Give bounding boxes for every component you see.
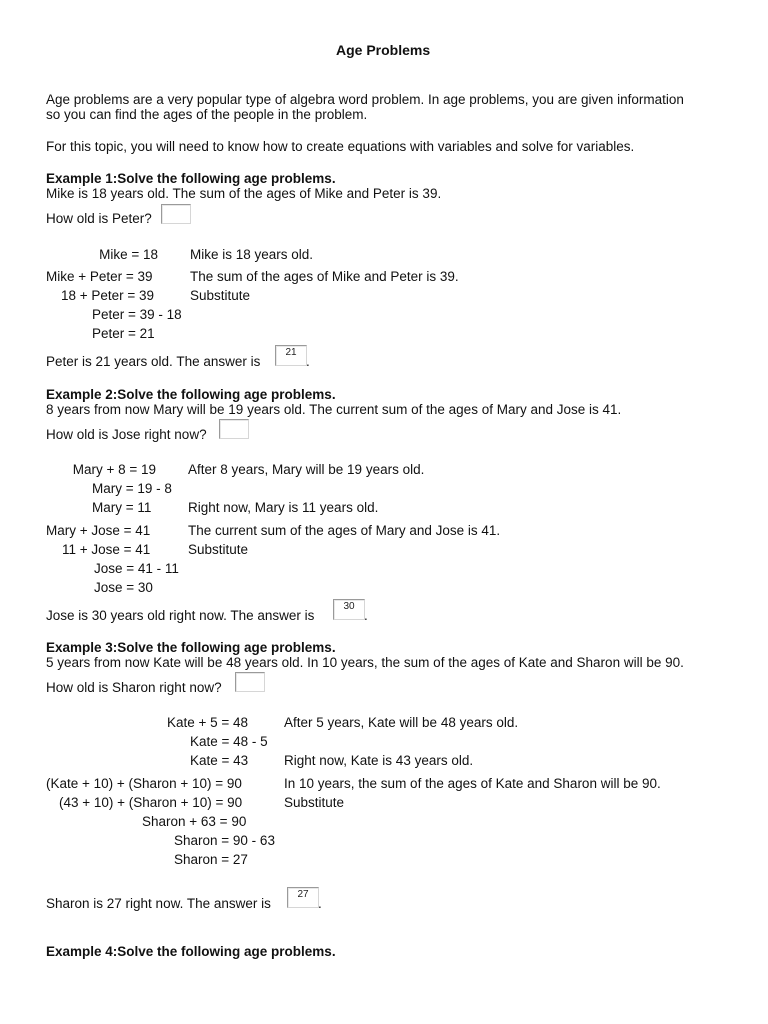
- example-1-step-4-eq: Peter = 39 - 18: [92, 307, 182, 322]
- example-1-step-3-eq: 18 + Peter = 39: [61, 288, 155, 303]
- example-2-step-5-eq: 11 + Jose = 41: [62, 542, 151, 557]
- example-3-step-7-eq: Sharon = 90 - 63: [174, 833, 275, 848]
- example-2-step-3-note: Right now, Mary is 11 years old.: [188, 500, 379, 515]
- example-3-period: .: [318, 896, 322, 911]
- example-3-step-5-note: Substitute: [284, 795, 345, 810]
- example-2-question: How old is Jose right now?: [46, 427, 207, 442]
- example-3-step-3-note: Right now, Kate is 43 years old.: [284, 753, 474, 768]
- example-1-step-1-eq: Mike = 18: [99, 247, 158, 262]
- example-3-heading: Example 3:Solve the following age problems.: [46, 640, 336, 655]
- example-1-step-3-note: Substitute: [190, 288, 251, 303]
- example-3-step-4-note: In 10 years, the sum of the ages of Kate and Sharon will be 90.: [284, 776, 661, 791]
- example-1-step-2-eq: Mike + Peter = 39: [46, 269, 153, 284]
- example-1-heading: Example 1:Solve the following age problems.: [46, 171, 336, 186]
- example-2-step-6-eq: Jose = 41 - 11: [94, 561, 179, 576]
- example-3-step-3-eq: Kate = 43: [190, 753, 249, 768]
- example-3-step-6-eq: Sharon + 63 = 90: [142, 814, 247, 829]
- example-3-step-4-eq: (Kate + 10) + (Sharon + 10) = 90: [46, 776, 242, 791]
- example-2-step-5-note: Substitute: [188, 542, 249, 557]
- example-1-conclusion: Peter is 21 years old. The answer is: [46, 354, 261, 369]
- example-2-step-1-note: After 8 years, Mary will be 19 years old.: [188, 462, 425, 477]
- example-2-heading: Example 2:Solve the following age problems.: [46, 387, 336, 402]
- example-3-step-8-eq: Sharon = 27: [174, 852, 248, 867]
- example-3-step-1-note: After 5 years, Kate will be 48 years old.: [284, 715, 519, 730]
- example-3-step-5-eq: (43 + 10) + (Sharon + 10) = 90: [59, 795, 243, 810]
- example-2-step-4-eq: Mary + Jose = 41: [46, 523, 151, 538]
- example-3-answer-box: 27: [287, 887, 319, 908]
- example-1-answer-input[interactable]: [161, 204, 191, 224]
- example-1-step-2-note: The sum of the ages of Mike and Peter is 39.: [190, 269, 459, 284]
- example-2-answer-input[interactable]: [219, 419, 249, 439]
- page-title: Age Problems: [336, 42, 431, 58]
- example-4-heading: Example 4:Solve the following age problems.: [46, 944, 336, 959]
- example-2-statement: 8 years from now Mary will be 19 years old. The current sum of the ages of Mary and Jose is 41.: [46, 402, 622, 417]
- example-1-step-5-eq: Peter = 21: [92, 326, 155, 341]
- example-3-question: How old is Sharon right now?: [46, 680, 222, 695]
- example-2-period: .: [364, 608, 368, 623]
- example-2-answer-box: 30: [333, 599, 365, 620]
- example-3-conclusion: Sharon is 27 right now. The answer is: [46, 896, 271, 911]
- example-3-step-1-eq: Kate + 5 = 48: [167, 715, 249, 730]
- example-3-step-2-eq: Kate = 48 - 5: [190, 734, 268, 749]
- example-1-question: How old is Peter?: [46, 211, 152, 226]
- example-2-step-3-eq: Mary = 11: [92, 500, 152, 515]
- intro-paragraph-2: For this topic, you will need to know how to create equations with variables and solve for variables.: [46, 139, 635, 154]
- example-1-period: .: [306, 354, 310, 369]
- example-2-step-1-eq: Mary + 8 = 19: [72, 462, 156, 477]
- example-1-statement: Mike is 18 years old. The sum of the ages of Mike and Peter is 39.: [46, 186, 442, 201]
- example-1-step-1-note: Mike is 18 years old.: [190, 247, 314, 262]
- intro-paragraph-line-2: so you can find the ages of the people in the problem.: [46, 107, 368, 122]
- example-3-statement: 5 years from now Kate will be 48 years old. In 10 years, the sum of the ages of Kate and Sharon will be 90.: [46, 655, 684, 670]
- intro-paragraph-line-1: Age problems are a very popular type of algebra word problem. In age problems, you are given information: [46, 92, 684, 107]
- example-1-answer-box: 21: [275, 345, 307, 366]
- example-3-answer-input[interactable]: [235, 672, 265, 692]
- example-2-conclusion: Jose is 30 years old right now. The answer is: [46, 608, 315, 623]
- example-2-step-7-eq: Jose = 30: [94, 580, 153, 595]
- example-2-step-4-note: The current sum of the ages of Mary and Jose is 41.: [188, 523, 501, 538]
- example-2-step-2-eq: Mary = 19 - 8: [92, 481, 172, 496]
